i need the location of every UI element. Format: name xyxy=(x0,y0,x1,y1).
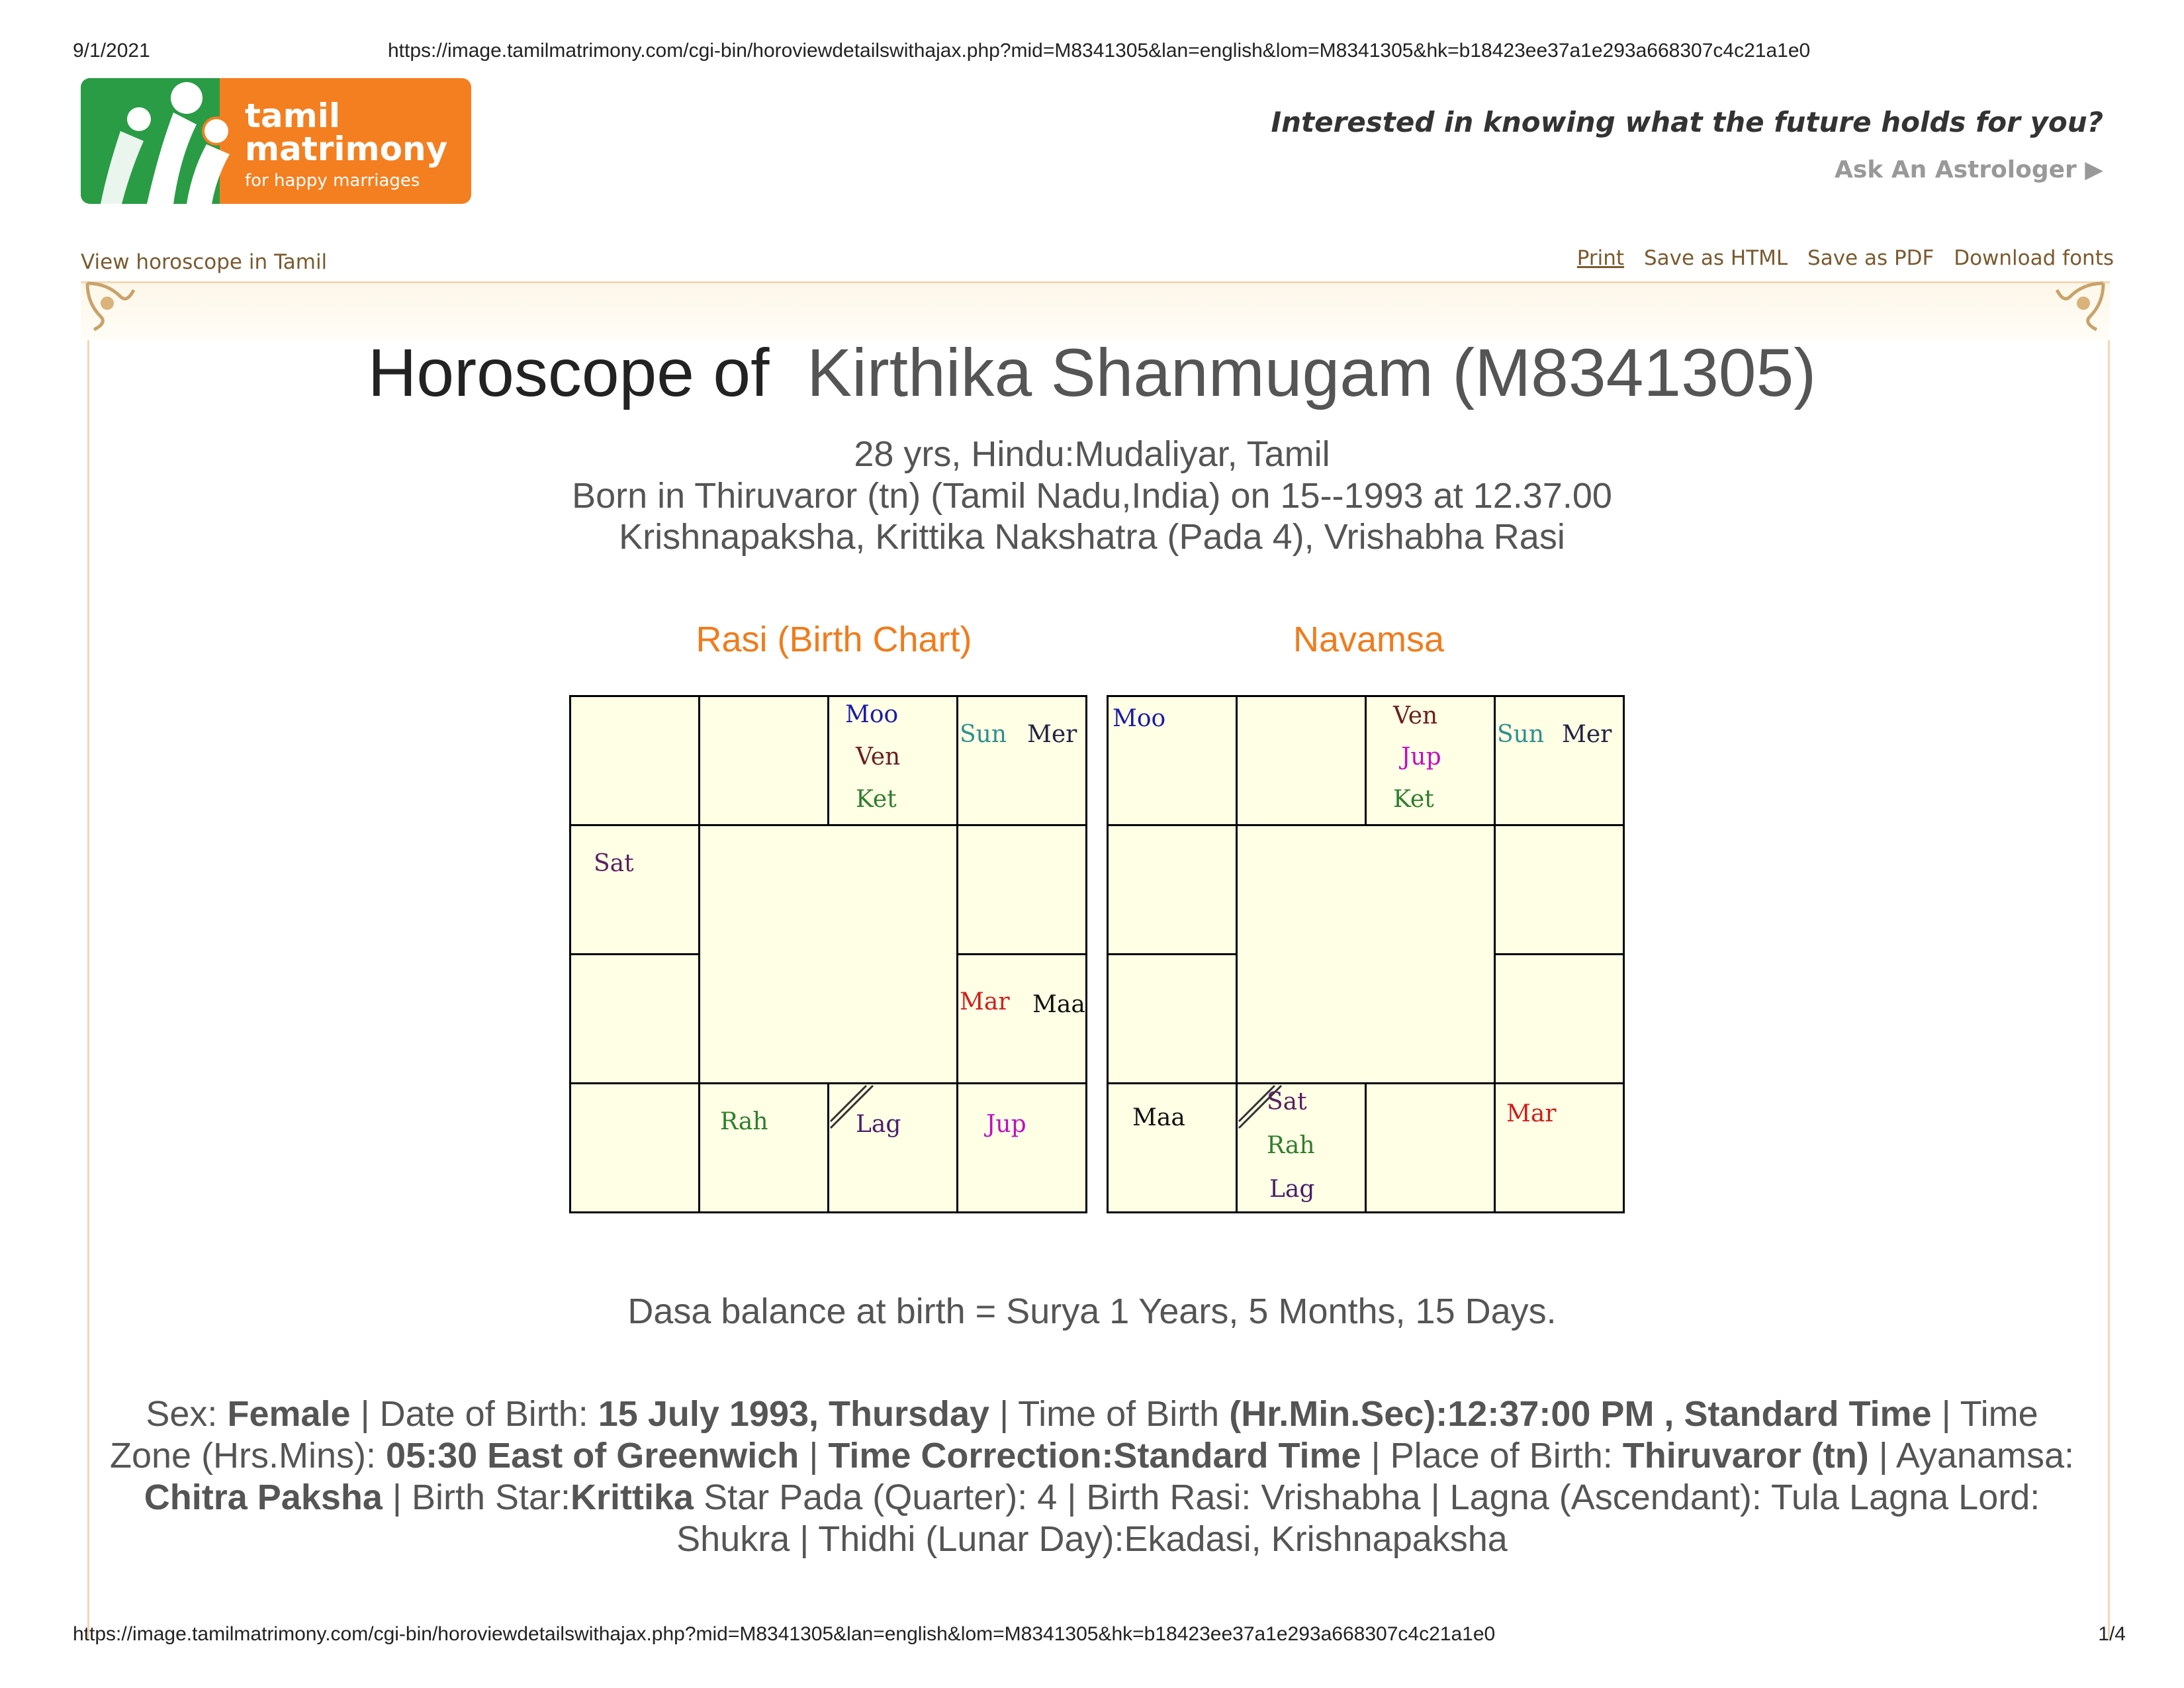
timezone-value: 05:30 East of Greenwich xyxy=(386,1436,799,1476)
time-correction-value: Time Correction:Standard Time xyxy=(828,1436,1361,1476)
planet-label: Rah xyxy=(1267,1132,1315,1159)
navamsa-house-lagna xyxy=(1237,1084,1366,1213)
planet-label: Mar xyxy=(1506,1100,1557,1127)
logo-text-line2: matrimony xyxy=(245,130,448,168)
sex-value: Female xyxy=(227,1394,351,1434)
rasi-house xyxy=(958,696,1087,825)
ornament-right-icon xyxy=(2049,277,2110,338)
dasa-balance: Dasa balance at birth = Surya 1 Years, 5 Months, 15 Days. xyxy=(627,1291,1557,1331)
pob-value: Thiruvaror (tn) xyxy=(1622,1436,1869,1476)
print-url: https://image.tamilmatrimony.com/cgi-bin/horoviewdetailswithajax.php?mid=M8341305&lan=english&lom=M8341305&hk=b18423ee37a1e293a668307c4c21a1e0 xyxy=(388,40,1811,62)
title-prefix: Horoscope of xyxy=(367,335,770,410)
rasi-house xyxy=(570,825,700,955)
rasi-house xyxy=(570,1084,700,1213)
planet-label: Ven xyxy=(856,743,901,771)
navamsa-house xyxy=(1366,1084,1495,1213)
rasi-house xyxy=(958,955,1087,1084)
planet-label: Sun xyxy=(960,721,1007,748)
planet-label: Rah xyxy=(720,1108,768,1135)
navamsa-house xyxy=(1495,955,1624,1084)
action-links xyxy=(1564,246,2114,270)
planet-label: Mer xyxy=(1027,721,1077,748)
print-footer-url: https://image.tamilmatrimony.com/cgi-bin/horoviewdetailswithajax.php?mid=M8341305&lan=english&lom=M8341305&hk=b18423ee37a1e293a668307c4c21a1e0 xyxy=(73,1623,1496,1645)
planet-label: Jup xyxy=(1401,743,1441,771)
dob-value: 15 July 1993, Thursday xyxy=(598,1394,990,1434)
details-rest: Star Pada (Quarter): 4 | Birth Rasi: Vrishabha | Lagna (Ascendant): Tula Lagna Lord: Shukra | Thidhi (Lunar Day):Ekadasi, Krishnapaksha xyxy=(676,1477,2040,1559)
planet-label: Moo xyxy=(845,701,899,728)
planet-label: Ket xyxy=(856,786,897,813)
ayanamsa-label: | Ayanamsa: xyxy=(1878,1436,2074,1476)
pob-label: | Place of Birth: xyxy=(1371,1436,1613,1476)
planet-label: Mar xyxy=(960,988,1010,1015)
tob-label: | Time of Birth xyxy=(999,1394,1220,1434)
timezone-label: | Time Zone (Hrs.Mins): xyxy=(109,1394,2038,1476)
profile-summary: 28 yrs, Hindu:Mudaliyar, Tamil xyxy=(854,434,1330,474)
tob-value: (Hr.Min.Sec):12:37:00 PM , Standard Time xyxy=(1229,1394,1932,1434)
rasi-center xyxy=(700,825,958,1084)
rasi-chart xyxy=(569,695,1087,1213)
navamsa-house xyxy=(1495,1084,1624,1213)
logo-text-line1: tamil xyxy=(245,97,341,135)
navamsa-house xyxy=(1366,696,1495,825)
planet-label: Sat xyxy=(594,850,634,877)
planet-label: Maa xyxy=(1132,1104,1185,1131)
planet-label: Sun xyxy=(1497,721,1545,748)
planet-label: Maa xyxy=(1032,991,1085,1018)
logo-tagline: for happy marriages xyxy=(245,171,420,191)
rasi-house xyxy=(958,825,1087,955)
rasi-house xyxy=(570,696,700,825)
birth-star-value: Krittika xyxy=(570,1477,694,1517)
rasi-house xyxy=(570,955,700,1084)
view-in-tamil-link[interactable]: View horoscope in Tamil xyxy=(81,250,328,274)
ask-astrologer-link[interactable]: Ask An Astrologer ▶ xyxy=(1834,156,2103,183)
print-page-number: 1/4 xyxy=(2098,1623,2126,1645)
sex-label: Sex: xyxy=(146,1394,218,1434)
planet-label: Moo xyxy=(1113,705,1166,732)
navamsa-house xyxy=(1495,825,1624,955)
tamilmatrimony-logo[interactable] xyxy=(81,78,471,204)
rasi-house xyxy=(829,696,958,825)
planet-label: Lag xyxy=(856,1111,901,1138)
astrology-promo-question: Interested in knowing what the future holds for you? xyxy=(1271,106,2103,138)
navamsa-house xyxy=(1108,1084,1237,1213)
birth-star-label: | Birth Star: xyxy=(392,1477,571,1517)
rasi-house xyxy=(700,696,829,825)
dob-label: | Date of Birth: xyxy=(360,1394,588,1434)
ayanamsa-value: Chitra Paksha xyxy=(144,1477,383,1517)
separator: | xyxy=(809,1436,819,1476)
navamsa-house xyxy=(1108,825,1237,955)
planet-label: Jup xyxy=(986,1111,1026,1138)
navamsa-house xyxy=(1108,955,1237,1084)
nakshatra-info: Krishnapaksha, Krittika Nakshatra (Pada 4), Vrishabha Rasi xyxy=(619,517,1565,557)
page-title xyxy=(0,334,2184,412)
save-as-html-link[interactable]: Save as HTML xyxy=(1643,246,1788,270)
navamsa-chart xyxy=(1107,695,1625,1213)
save-as-pdf-link[interactable]: Save as PDF xyxy=(1807,246,1934,270)
navamsa-house xyxy=(1237,696,1366,825)
birth-info: Born in Thiruvaror (tn) (Tamil Nadu,India) on 15--1993 at 12.37.00 xyxy=(572,476,1612,516)
navamsa-center xyxy=(1237,825,1495,1084)
navamsa-chart-title: Navamsa xyxy=(1293,620,1445,659)
rasi-chart-title: Rasi (Birth Chart) xyxy=(696,620,972,659)
rasi-house xyxy=(958,1084,1087,1213)
profile-name: Kirthika Shanmugam (M8341305) xyxy=(807,335,1817,410)
couple-figures-icon xyxy=(81,78,240,204)
birth-details xyxy=(106,1393,2078,1560)
ornament-left-icon xyxy=(81,277,142,338)
print-link[interactable]: Print xyxy=(1576,246,1625,270)
planet-label: Ket xyxy=(1393,786,1434,813)
ornamental-band xyxy=(81,281,2110,340)
rasi-house xyxy=(700,1084,829,1213)
navamsa-house xyxy=(1495,696,1624,825)
planet-label: Ven xyxy=(1393,702,1438,729)
print-date: 9/1/2021 xyxy=(73,40,150,62)
planet-label: Sat xyxy=(1267,1088,1307,1115)
rasi-house-lagna xyxy=(829,1084,958,1213)
planet-label: Lag xyxy=(1269,1176,1315,1203)
planet-label: Mer xyxy=(1562,721,1612,748)
download-fonts-link[interactable]: Download fonts xyxy=(1954,246,2114,270)
navamsa-house xyxy=(1108,696,1237,825)
